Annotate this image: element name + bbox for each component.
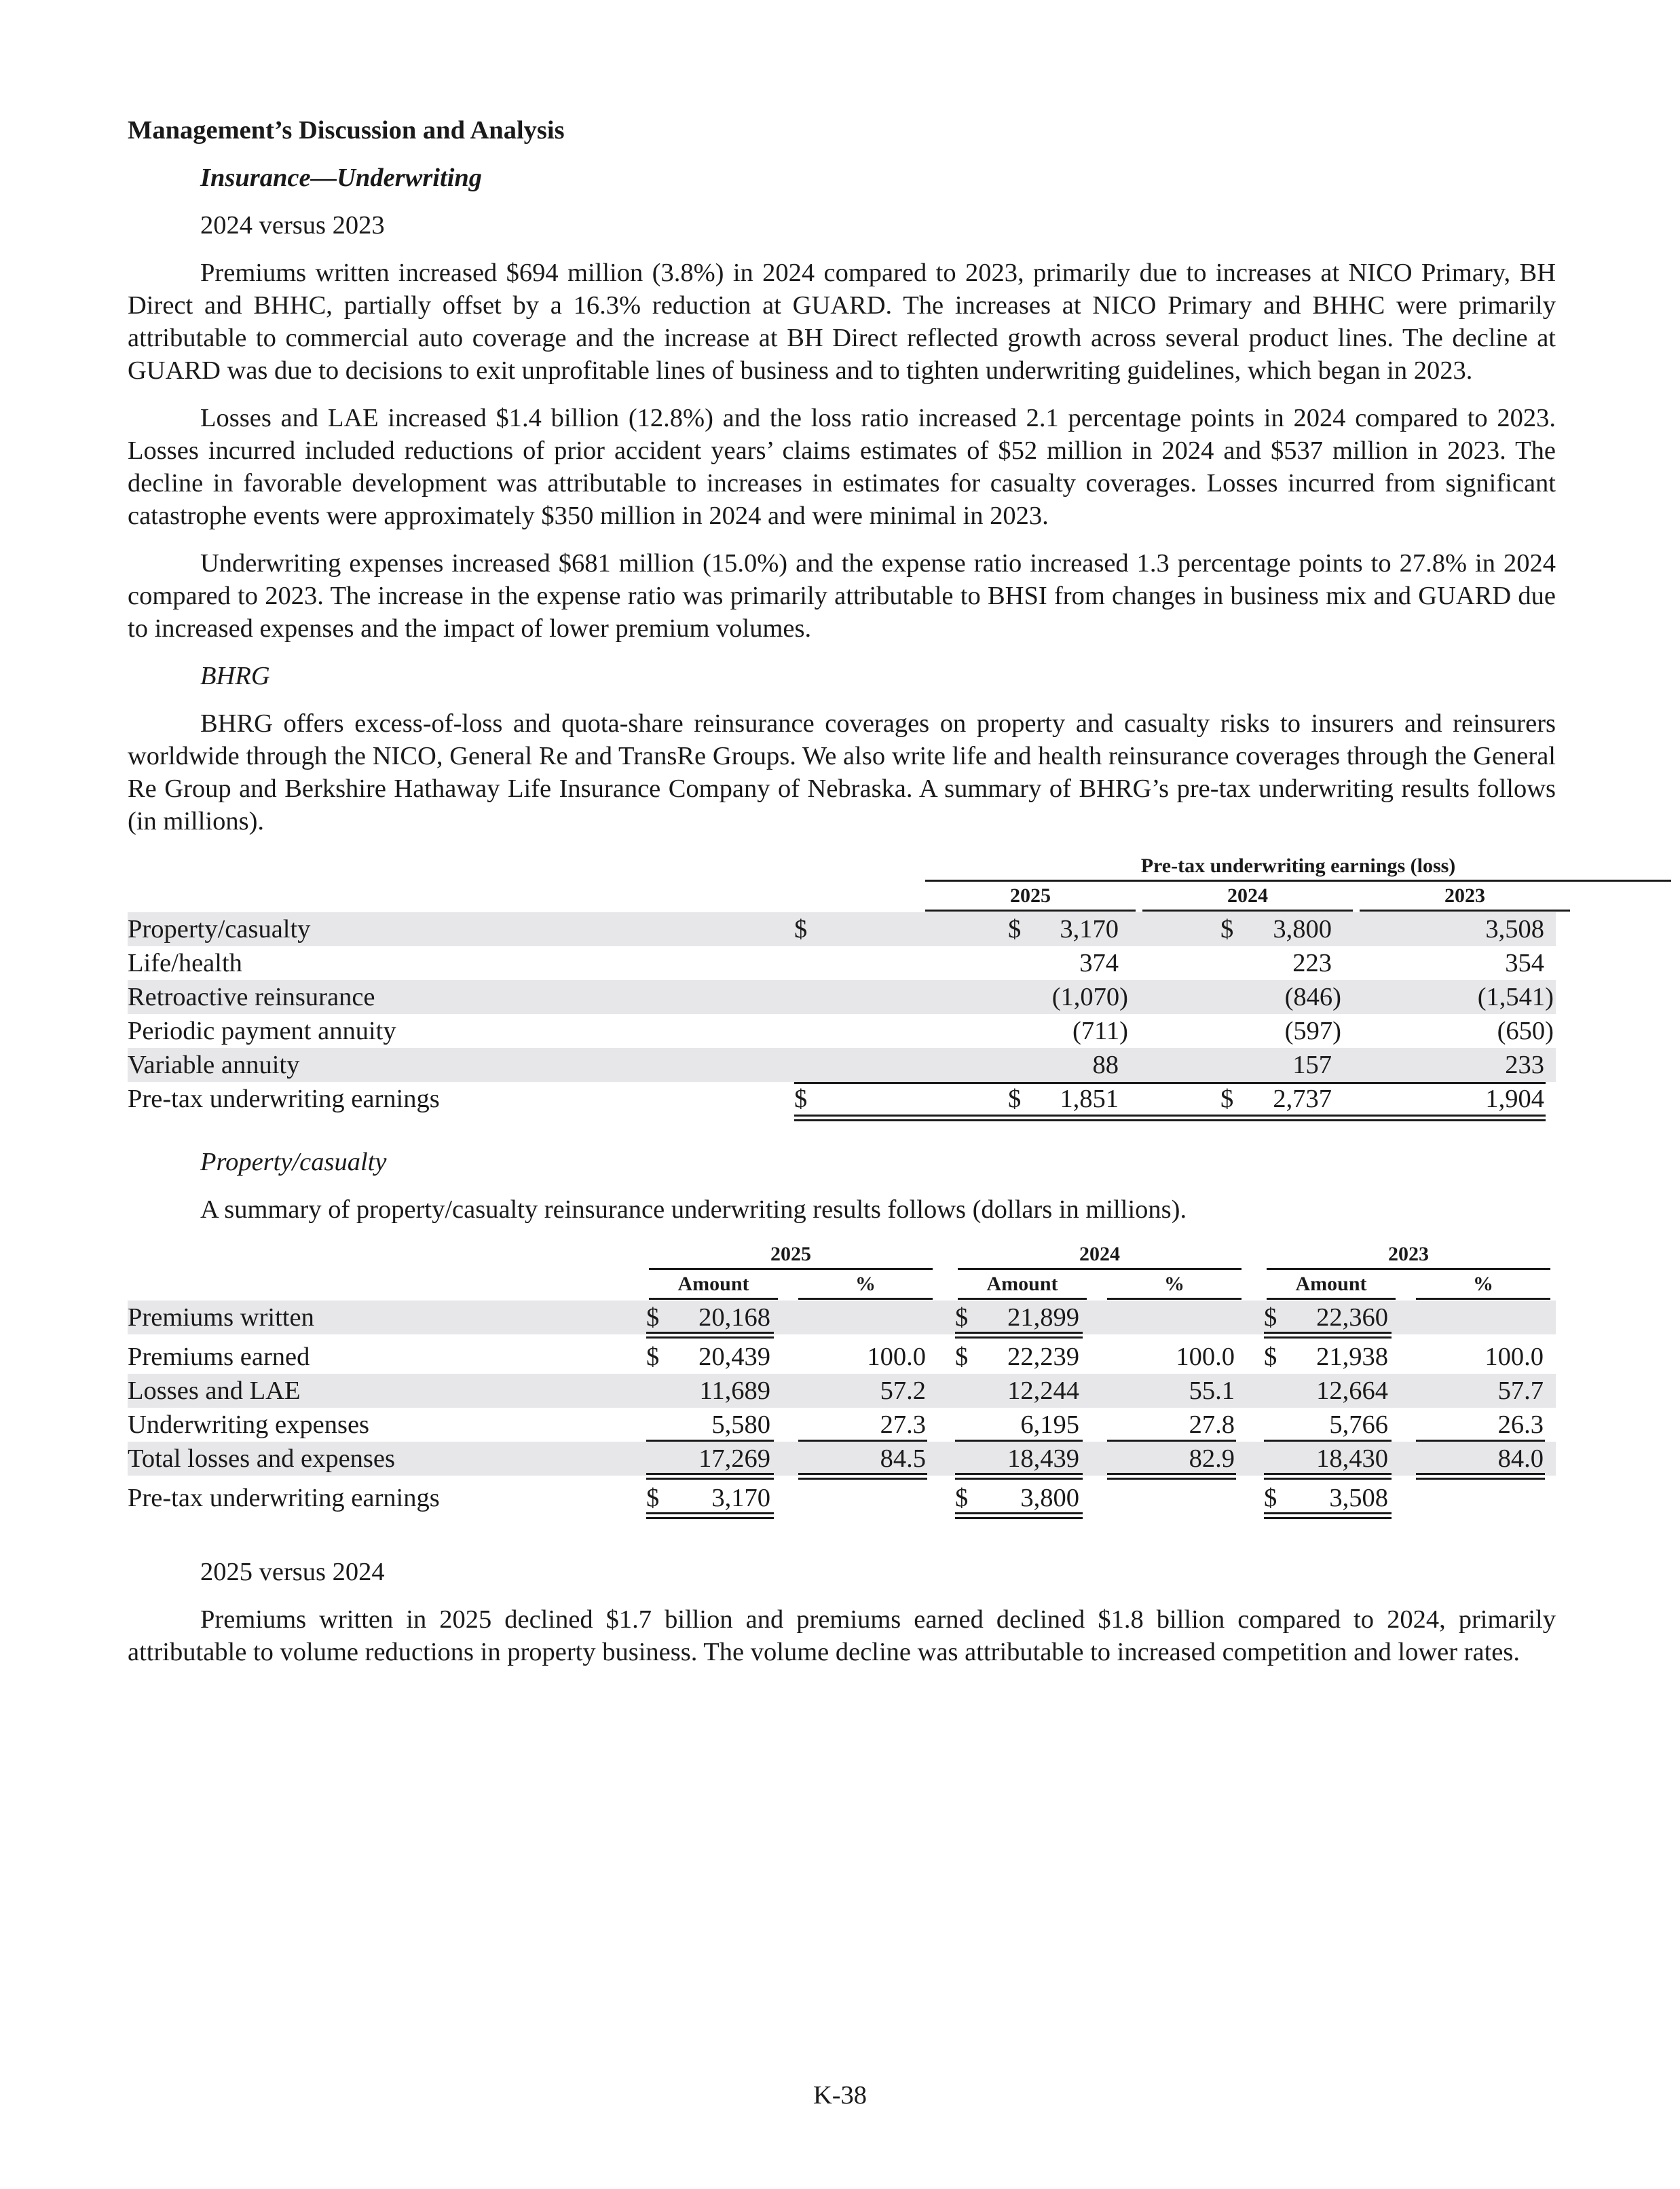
cell-value: (846) bbox=[1284, 983, 1341, 1011]
cell-value: (650) bbox=[1497, 1017, 1554, 1045]
subtotal-rule bbox=[1416, 1440, 1545, 1442]
row-label: Retroactive reinsurance bbox=[128, 983, 375, 1011]
currency-symbol: $ bbox=[955, 1484, 969, 1512]
amount-cell: 22,239 bbox=[1007, 1343, 1079, 1371]
percent-cell: 55.1 bbox=[1189, 1377, 1235, 1405]
table-row bbox=[128, 980, 1556, 1014]
percent-cell: 27.8 bbox=[1189, 1410, 1235, 1439]
total-double-rule bbox=[646, 1512, 774, 1519]
table-row bbox=[128, 1408, 1556, 1442]
currency-symbol: $ bbox=[794, 915, 808, 943]
cell-value: 374 bbox=[1079, 949, 1119, 977]
currency-symbol: $ bbox=[646, 1484, 660, 1512]
table-row bbox=[128, 1340, 1556, 1374]
amount-cell: 21,899 bbox=[1007, 1303, 1079, 1332]
paragraph-underwriting-expenses: Underwriting expenses increased $681 million (15.0%) and the expense ratio increased 1.3 percentage points to 27.8% in 2024 compared to 2023. The increase in the expense ratio was primarily attributable to BHSI from changes in business mix and GUARD due to increased expenses and the impact of lower premium volumes. bbox=[128, 549, 1556, 643]
page-number: K-38 bbox=[813, 2081, 867, 2110]
bhrg-heading: BHRG bbox=[200, 662, 270, 690]
total-double-rule bbox=[646, 1473, 774, 1480]
currency-symbol: $ bbox=[1264, 1303, 1277, 1332]
total-double-rule bbox=[955, 1512, 1083, 1519]
property-casualty-heading: Property/casualty bbox=[200, 1148, 387, 1176]
row-label: Pre-tax underwriting earnings bbox=[128, 1085, 440, 1113]
subtotal-rule bbox=[1107, 1440, 1236, 1442]
row-label: Premiums earned bbox=[128, 1343, 310, 1371]
subtotal-rule bbox=[955, 1440, 1083, 1442]
cell-value: (597) bbox=[1284, 1017, 1341, 1045]
total-double-rule bbox=[955, 1332, 1083, 1339]
subtotal-rule bbox=[798, 1440, 927, 1442]
amount-cell: 17,269 bbox=[698, 1444, 770, 1473]
table-row bbox=[128, 1048, 1556, 1082]
table1-year-header: 2024 bbox=[1142, 882, 1353, 912]
property-casualty-table bbox=[128, 1241, 1556, 1539]
table1-year-header: 2023 bbox=[1360, 882, 1570, 912]
currency-symbol: $ bbox=[1264, 1484, 1277, 1512]
table2-amount-header: Amount bbox=[1267, 1271, 1396, 1300]
table-row bbox=[128, 1014, 1556, 1048]
cell-value: 1,851 bbox=[1060, 1085, 1119, 1113]
currency-symbol: $ bbox=[955, 1343, 969, 1371]
currency-symbol: $ bbox=[1008, 1085, 1022, 1113]
table2-year-header: 2023 bbox=[1267, 1241, 1550, 1270]
table1-group-header: Pre-tax underwriting earnings (loss) bbox=[925, 853, 1671, 882]
currency-symbol: $ bbox=[955, 1303, 969, 1332]
row-label: Underwriting expenses bbox=[128, 1410, 370, 1439]
row-label: Pre-tax underwriting earnings bbox=[128, 1484, 440, 1512]
cell-value: 3,170 bbox=[1060, 915, 1119, 943]
currency-symbol: $ bbox=[1264, 1343, 1277, 1371]
cell-value: 2,737 bbox=[1273, 1085, 1332, 1113]
percent-cell: 27.3 bbox=[880, 1410, 926, 1439]
cell-value: (711) bbox=[1072, 1017, 1128, 1045]
total-double-rule bbox=[646, 1332, 774, 1339]
percent-cell: 84.5 bbox=[880, 1444, 926, 1473]
amount-cell: 3,800 bbox=[1020, 1484, 1079, 1512]
table2-pct-header: % bbox=[1416, 1271, 1550, 1300]
cell-value: 233 bbox=[1505, 1051, 1544, 1079]
cell-value: 354 bbox=[1505, 949, 1544, 977]
row-label: Life/health bbox=[128, 949, 242, 977]
currency-symbol: $ bbox=[794, 1085, 808, 1113]
cell-value: 3,508 bbox=[1485, 915, 1544, 943]
amount-cell: 5,580 bbox=[711, 1410, 770, 1439]
currency-symbol: $ bbox=[1220, 915, 1234, 943]
table-row bbox=[128, 912, 1556, 946]
table2-pct-header: % bbox=[798, 1271, 933, 1300]
section-title: Insurance—Underwriting bbox=[200, 164, 483, 192]
currency-symbol: $ bbox=[1220, 1085, 1234, 1113]
subtotal-rule bbox=[646, 1440, 774, 1442]
table2-amount-header: Amount bbox=[649, 1271, 778, 1300]
amount-cell: 18,430 bbox=[1316, 1444, 1388, 1473]
paragraph-losses-lae: Losses and LAE increased $1.4 billion (12.8%) and the loss ratio increased 2.1 percentage points in 2024 compared to 2023. Losses incurred included reductions of prior accident years’ claims estimates of $52 million in 2024 and $537 million in 2023. The decline in favorable development was attributable to increases in estimates for casualty coverages. Losses incurred from significant catastrophe events were approximately $350 million in 2024 and were minimal in 2023. bbox=[128, 404, 1556, 530]
currency-symbol: $ bbox=[646, 1303, 660, 1332]
total-double-rule bbox=[1264, 1473, 1392, 1480]
table2-year-header: 2025 bbox=[649, 1241, 933, 1270]
percent-cell: 100.0 bbox=[1485, 1343, 1544, 1371]
amount-cell: 22,360 bbox=[1316, 1303, 1388, 1332]
total-double-rule bbox=[1416, 1473, 1545, 1480]
currency-symbol: $ bbox=[646, 1343, 660, 1371]
percent-cell: 26.3 bbox=[1497, 1410, 1544, 1439]
percent-cell: 100.0 bbox=[1176, 1343, 1235, 1371]
amount-cell: 3,508 bbox=[1329, 1484, 1388, 1512]
page-header: Management’s Discussion and Analysis bbox=[128, 116, 565, 145]
table2-amount-header: Amount bbox=[958, 1271, 1087, 1300]
total-double-rule bbox=[1264, 1512, 1392, 1519]
table-row bbox=[128, 1301, 1556, 1334]
amount-cell: 18,439 bbox=[1007, 1444, 1079, 1473]
total-double-rule bbox=[798, 1473, 927, 1480]
row-label: Premiums written bbox=[128, 1303, 314, 1332]
table-row bbox=[128, 1082, 1556, 1116]
property-casualty-paragraph: A summary of property/casualty reinsurance underwriting results follows (dollars in millions). bbox=[200, 1195, 1187, 1224]
row-label: Periodic payment annuity bbox=[128, 1017, 396, 1045]
subtotal-rule bbox=[1220, 1082, 1546, 1084]
bhrg-summary-table bbox=[128, 853, 1556, 1131]
total-double-rule bbox=[1107, 1473, 1236, 1480]
table2-pct-header: % bbox=[1107, 1271, 1242, 1300]
table-row bbox=[128, 946, 1556, 980]
amount-cell: 3,170 bbox=[711, 1484, 770, 1512]
period-heading-2024: 2024 versus 2023 bbox=[200, 211, 385, 240]
percent-cell: 57.2 bbox=[880, 1377, 926, 1405]
row-label: Property/casualty bbox=[128, 915, 311, 943]
table2-year-header: 2024 bbox=[958, 1241, 1242, 1270]
row-label: Total losses and expenses bbox=[128, 1444, 395, 1473]
percent-cell: 57.7 bbox=[1497, 1377, 1544, 1405]
currency-symbol: $ bbox=[1008, 915, 1022, 943]
total-double-rule bbox=[1264, 1332, 1392, 1339]
amount-cell: 21,938 bbox=[1316, 1343, 1388, 1371]
bhrg-paragraph: BHRG offers excess-of-loss and quota-share reinsurance coverages on property and casualty risks to insurers and reinsurers worldwide through the NICO, General Re and TransRe Groups. We also write life and health reinsurance coverages through the General Re Group and Berkshire Hathaway Life Insurance Company of Nebraska. A summary of BHRG’s pre-tax underwriting results follows (in millions). bbox=[128, 709, 1556, 836]
amount-cell: 12,664 bbox=[1316, 1377, 1388, 1405]
amount-cell: 12,244 bbox=[1007, 1377, 1079, 1405]
cell-value: (1,070) bbox=[1051, 983, 1128, 1011]
table-row bbox=[128, 1481, 1556, 1515]
table1-year-header: 2025 bbox=[925, 882, 1136, 912]
subtotal-rule bbox=[1264, 1440, 1392, 1442]
cell-value: 3,800 bbox=[1273, 915, 1332, 943]
amount-cell: 20,439 bbox=[698, 1343, 770, 1371]
table-row bbox=[128, 1442, 1556, 1476]
table-row bbox=[128, 1374, 1556, 1408]
paragraph-premiums-written: Premiums written increased $694 million (3.8%) in 2024 compared to 2023, primarily due to increases at NICO Primary, BH Direct and BHHC, partially offset by a 16.3% reduction at GUARD. The increases at NICO Primary and BHHC were primarily attributable to commercial auto coverage and the increase at BH Direct reflected growth across several product lines. The decline at GUARD was due to decisions to exit unprofitable lines of business and to tighten underwriting guidelines, which began in 2023. bbox=[128, 259, 1556, 385]
cell-value: 1,904 bbox=[1485, 1085, 1544, 1113]
final-paragraph: Premiums written in 2025 declined $1.7 billion and premiums earned declined $1.8 billion compared to 2024, primarily attributable to volume reductions in property business. The volume decline was attributable to increased competition and lower rates. bbox=[128, 1605, 1556, 1666]
cell-value: (1,541) bbox=[1477, 983, 1554, 1011]
row-label: Losses and LAE bbox=[128, 1377, 301, 1405]
percent-cell: 84.0 bbox=[1497, 1444, 1544, 1473]
amount-cell: 11,689 bbox=[699, 1377, 770, 1405]
cell-value: 157 bbox=[1292, 1051, 1332, 1079]
page-content bbox=[128, 114, 1556, 1683]
period-heading-2025: 2025 versus 2024 bbox=[200, 1558, 385, 1586]
percent-cell: 82.9 bbox=[1189, 1444, 1235, 1473]
amount-cell: 20,168 bbox=[698, 1303, 770, 1332]
cell-value: 223 bbox=[1292, 949, 1332, 977]
amount-cell: 5,766 bbox=[1329, 1410, 1388, 1439]
cell-value: 88 bbox=[1092, 1051, 1119, 1079]
amount-cell: 6,195 bbox=[1020, 1410, 1079, 1439]
total-double-rule bbox=[955, 1473, 1083, 1480]
row-label: Variable annuity bbox=[128, 1051, 300, 1079]
percent-cell: 100.0 bbox=[867, 1343, 926, 1371]
total-double-rule bbox=[1220, 1115, 1546, 1121]
